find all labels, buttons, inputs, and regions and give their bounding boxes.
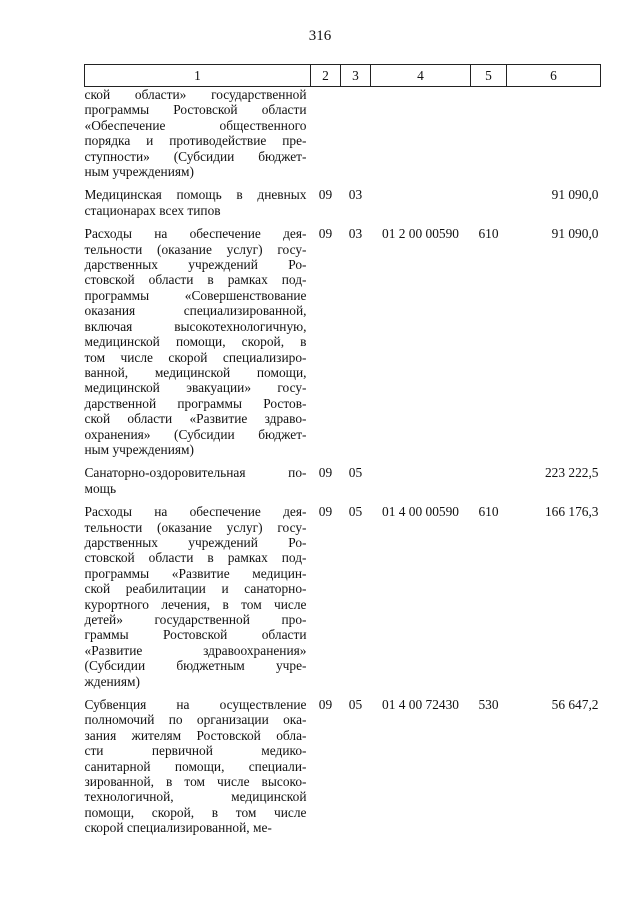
expense-type-code: 610 — [478, 226, 499, 242]
subsection-code: 03 — [348, 187, 363, 203]
amount: 166 176,3 — [544, 504, 599, 520]
column-header-2: 2 — [311, 65, 341, 87]
description-line: ным учреждениям) — [84, 441, 194, 457]
expense-type-code: 530 — [478, 697, 499, 713]
expense-type-code — [471, 179, 507, 218]
description-line: тельности (оказание услуг) госу- — [84, 519, 307, 535]
description-line: Санаторно-оздоровительная по- — [84, 465, 307, 481]
description-line: Субвенция на осуществление — [84, 697, 307, 713]
row-description — [85, 218, 311, 457]
description-line: технологичной, медицинской — [84, 789, 307, 805]
description-line: медицинской помощи, скорой, в — [84, 334, 307, 350]
subsection-code: 05 — [348, 697, 363, 713]
column-header-4: 4 — [371, 65, 471, 87]
amount: 56 647,2 — [551, 697, 599, 713]
column-header-6: 6 — [507, 65, 601, 87]
description-line: программы Ростовской области — [84, 102, 307, 118]
column-header-1: 1 — [85, 65, 311, 87]
row-description — [85, 496, 311, 689]
amount: 91 090,0 — [551, 226, 599, 242]
amount — [507, 87, 601, 180]
target-article-code: 01 4 00 72430 — [382, 697, 459, 713]
description-line: сти первичной медико- — [84, 743, 307, 759]
description-line: включая высокотехнологичную, — [84, 318, 307, 334]
row-description — [85, 87, 311, 180]
description-line: ской реабилитации и санаторно- — [84, 581, 307, 597]
description-line: стационарах всех типов — [84, 202, 221, 218]
subsection-code: 05 — [348, 465, 363, 481]
table-row — [85, 87, 601, 180]
description-line: ступности» (Субсидии бюджет- — [84, 148, 307, 164]
target-article-code — [371, 87, 471, 180]
section-code: 09 — [318, 465, 333, 481]
description-line: полномочий по организации ока- — [84, 712, 307, 728]
description-line: скорой специализированной, ме- — [84, 820, 272, 836]
description-line: мощь — [84, 480, 117, 496]
table-row — [85, 218, 601, 457]
description-line: дарственной программы Ростов- — [84, 395, 307, 411]
table-row — [85, 496, 601, 689]
description-line: порядка и противодействие пре- — [84, 133, 307, 149]
description-line: программы «Совершенствование — [84, 287, 307, 303]
table-header-row — [85, 65, 601, 87]
description-line: ской области «Развитие здраво- — [84, 411, 307, 427]
page-number: 316 — [308, 28, 332, 44]
description-line: детей» государственной про- — [84, 612, 307, 627]
row-description — [85, 179, 311, 218]
description-line: помощи, скорой, в том числе — [84, 804, 307, 820]
amount: 91 090,0 — [551, 187, 599, 203]
subsection-code — [341, 87, 371, 180]
description-line: тельности (оказание услуг) госу- — [84, 241, 307, 257]
budget-table — [84, 64, 601, 836]
description-line: дарственных учреждений Ро- — [84, 534, 307, 550]
description-line: зания жителям Ростовской обла- — [84, 727, 307, 743]
target-article-code — [371, 179, 471, 218]
description-line: Расходы на обеспечение дея- — [84, 226, 307, 242]
description-line: (Субсидии бюджетным учре- — [84, 658, 307, 674]
description-line: ждениям) — [84, 673, 140, 689]
table-row — [85, 457, 601, 496]
row-description — [85, 457, 311, 496]
expense-type-code: 610 — [478, 504, 499, 520]
description-line: стовской области в рамках под- — [84, 272, 307, 288]
description-line: ванной, медицинской помощи, — [84, 364, 307, 380]
expense-type-code — [471, 87, 507, 180]
description-line: медицинской эвакуации» госу- — [84, 380, 307, 396]
section-code — [311, 87, 341, 180]
description-line: санитарной помощи, специали- — [84, 758, 307, 774]
description-line: граммы Ростовской области — [84, 627, 307, 643]
description-line: дарственных учреждений Ро- — [84, 257, 307, 273]
description-line: Медицинская помощь в дневных — [84, 187, 307, 203]
table-body — [85, 87, 601, 836]
description-line: «Обеспечение общественного — [84, 117, 307, 133]
column-header-3: 3 — [341, 65, 371, 87]
subsection-code: 05 — [348, 504, 363, 520]
section-code: 09 — [318, 504, 333, 520]
target-article-code: 01 4 00 00590 — [382, 504, 459, 520]
section-code: 09 — [318, 226, 333, 242]
section-code: 09 — [318, 697, 333, 713]
description-line: стовской области в рамках под- — [84, 550, 307, 566]
expense-type-code — [471, 457, 507, 496]
description-line: охранения» (Субсидии бюджет- — [84, 426, 307, 442]
table-row — [85, 689, 601, 836]
subsection-code: 03 — [348, 226, 363, 242]
section-code: 09 — [318, 187, 333, 203]
amount: 223 222,5 — [544, 465, 599, 481]
description-line: зированной, в том числе высоко- — [84, 774, 307, 790]
table-row — [85, 179, 601, 218]
description-line: Расходы на обеспечение дея- — [84, 504, 307, 520]
target-article-code — [371, 457, 471, 496]
description-line: ской области» государственной — [84, 87, 307, 102]
description-line: том числе скорой специализиро- — [84, 349, 307, 365]
row-description — [85, 689, 311, 836]
target-article-code: 01 2 00 00590 — [382, 226, 459, 242]
description-line: оказания специализированной, — [84, 303, 307, 319]
description-line: «Развитие здравоохранения» — [84, 642, 307, 658]
description-line: ным учреждениям) — [84, 164, 194, 180]
column-header-5: 5 — [471, 65, 507, 87]
description-line: программы «Развитие медицин- — [84, 565, 307, 581]
description-line: курортного лечения, в том числе — [84, 596, 307, 612]
